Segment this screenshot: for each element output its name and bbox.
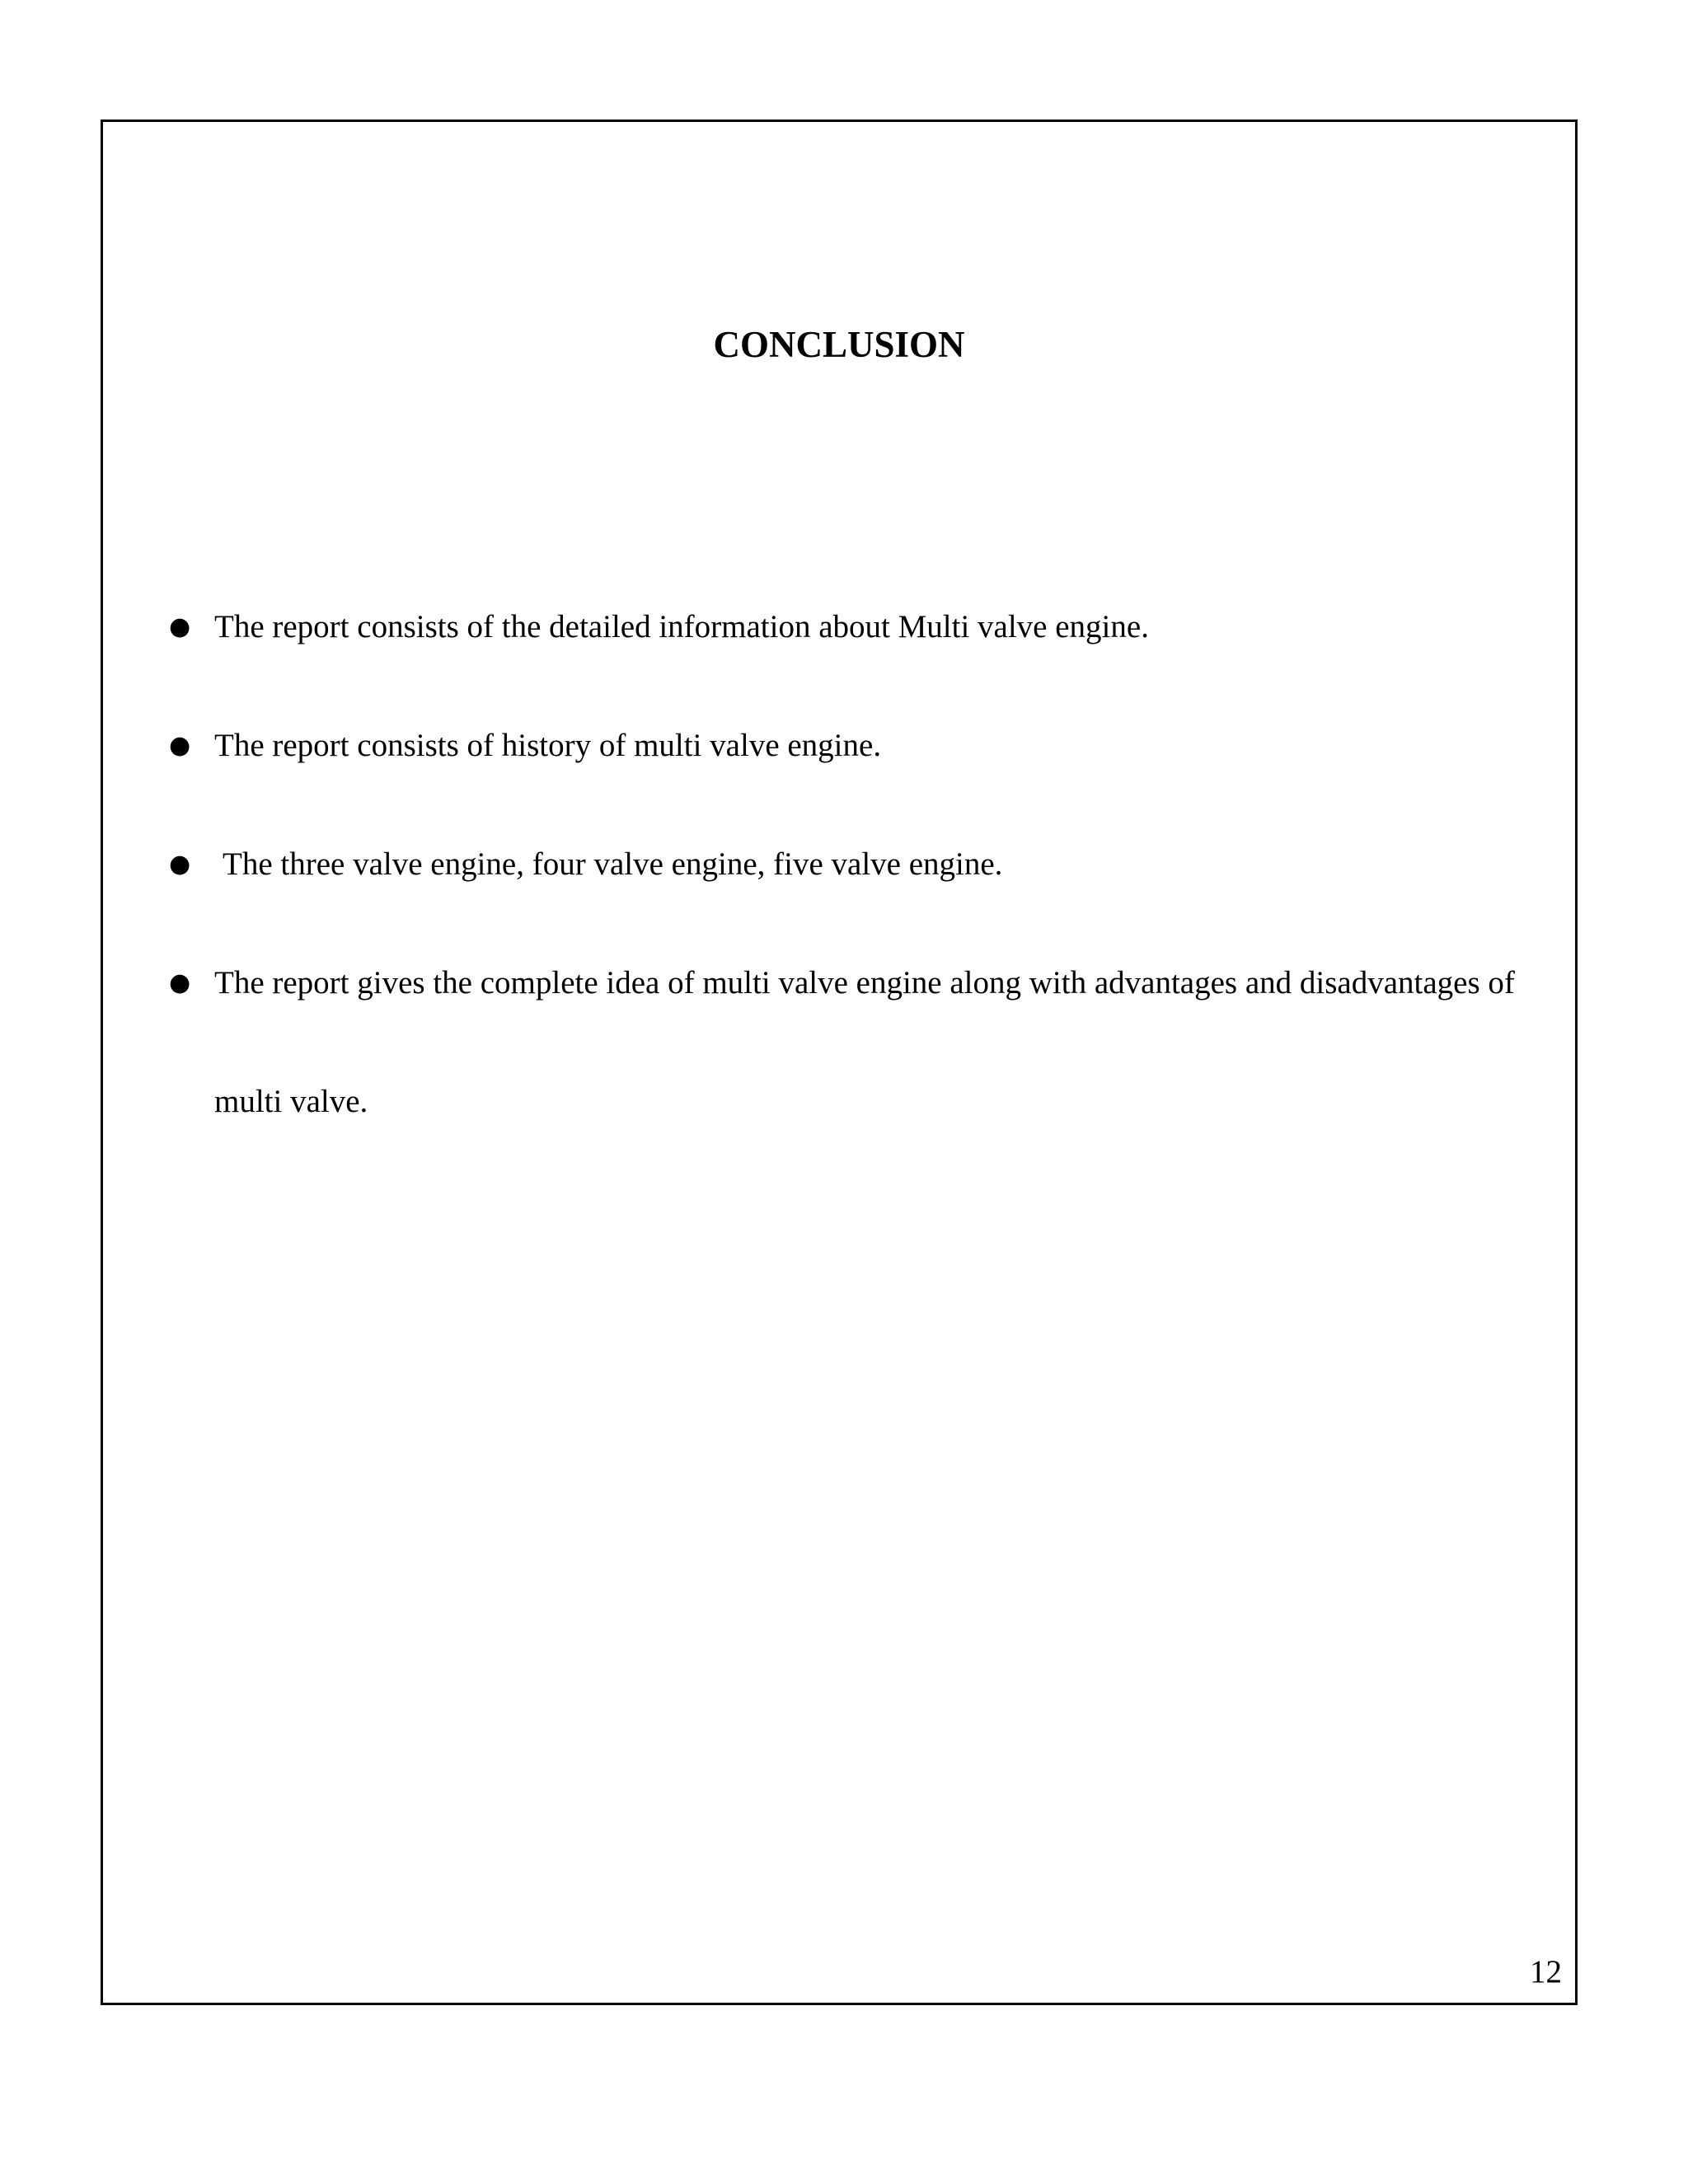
page-border-frame [101,120,1578,2005]
page-number: 12 [1530,1954,1562,1990]
page-title: CONCLUSION [713,324,965,365]
bullet-text-4: The report gives the complete idea of multi valve engine along with advantages and disadvantages of multi valve. [214,965,1515,1119]
bullet-text-2: The report consists of history of multi valve engine. [214,728,882,763]
bullet-dot-icon: ● [169,968,191,997]
bullet-dot-icon: ● [169,731,191,760]
bullet-text-3: The three valve engine, four valve engine, five valve engine. [223,846,1003,882]
bullet-dot-icon: ● [169,850,191,879]
bullet-text-1: The report consists of the detailed information about Multi valve engine. [214,609,1149,644]
bullet-dot-icon: ● [169,612,191,641]
